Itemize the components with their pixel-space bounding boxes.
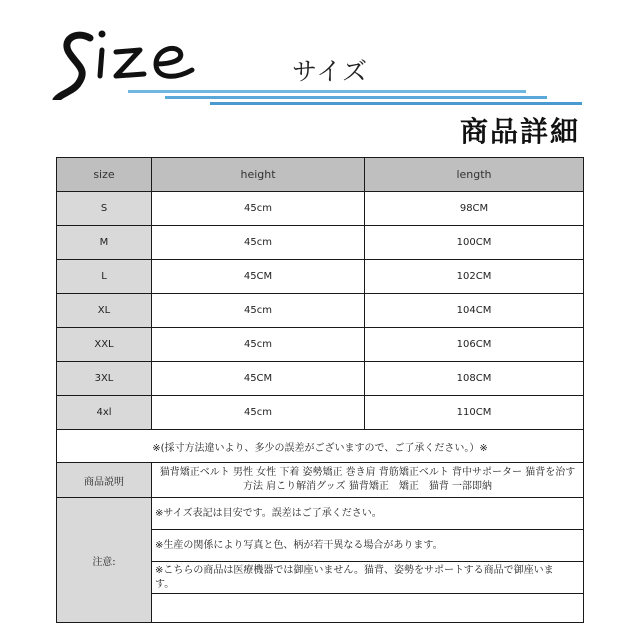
size-logo: [52, 20, 212, 100]
page-heading: 商品詳細: [459, 115, 580, 148]
column-header-length: length: [365, 158, 584, 192]
table-row: [57, 396, 584, 430]
size-table: [56, 157, 584, 623]
size-cell: L: [57, 260, 152, 294]
length-cell: 102CM: [365, 260, 584, 294]
measurement-note-row: [57, 430, 584, 463]
note-item-empty: [152, 594, 584, 623]
height-cell: 45CM: [152, 362, 365, 396]
size-cell: M: [57, 226, 152, 260]
length-cell: 98CM: [365, 192, 584, 226]
height-cell: 45cm: [152, 328, 365, 362]
column-header-height: height: [152, 158, 365, 192]
decorative-line-3: [210, 102, 582, 105]
measurement-note: ※(採寸方法違いより、多少の誤差がございますので、ご了承ください。）※: [57, 430, 584, 463]
length-cell: 106CM: [365, 328, 584, 362]
table-header-row: [57, 158, 584, 192]
height-cell: 45cm: [152, 192, 365, 226]
notes-label: 注意:: [57, 498, 152, 623]
column-header-size: size: [57, 158, 152, 192]
height-cell: 45CM: [152, 260, 365, 294]
size-cell: XL: [57, 294, 152, 328]
table-row: [57, 328, 584, 362]
size-cell: 3XL: [57, 362, 152, 396]
size-cell: XXL: [57, 328, 152, 362]
description-row: [57, 463, 584, 498]
notes-row: [57, 498, 584, 530]
subtitle: サイズ: [292, 57, 369, 86]
size-cell: S: [57, 192, 152, 226]
table-row: [57, 192, 584, 226]
length-cell: 100CM: [365, 226, 584, 260]
length-cell: 108CM: [365, 362, 584, 396]
decorative-line-1: [128, 90, 526, 93]
table-row: [57, 226, 584, 260]
height-cell: 45cm: [152, 294, 365, 328]
table-row: [57, 362, 584, 396]
length-cell: 104CM: [365, 294, 584, 328]
note-item: ※こちらの商品は医療機器では御座いません。猫背、姿勢をサポートする商品で御座いま す。: [152, 562, 584, 594]
decorative-line-2: [165, 96, 547, 99]
note-item: ※サイズ表記は目安です。誤差はご了承ください。: [152, 498, 584, 530]
note-item: ※生産の関係により写真と色、柄が若干異なる場合があります。: [152, 530, 584, 562]
height-cell: 45cm: [152, 226, 365, 260]
size-cell: 4xl: [57, 396, 152, 430]
length-cell: 110CM: [365, 396, 584, 430]
description-label: 商品説明: [57, 463, 152, 498]
description-text: 猫背矯正ベルト 男性 女性 下着 姿勢矯正 巻き肩 背筋矯正ベルト 背中サポーター 猫背を治す方法 肩こり解消グッズ 猫背矯正 矯正 猫背 一部即納: [152, 463, 584, 498]
height-cell: 45cm: [152, 396, 365, 430]
table-row: [57, 260, 584, 294]
table-row: [57, 294, 584, 328]
